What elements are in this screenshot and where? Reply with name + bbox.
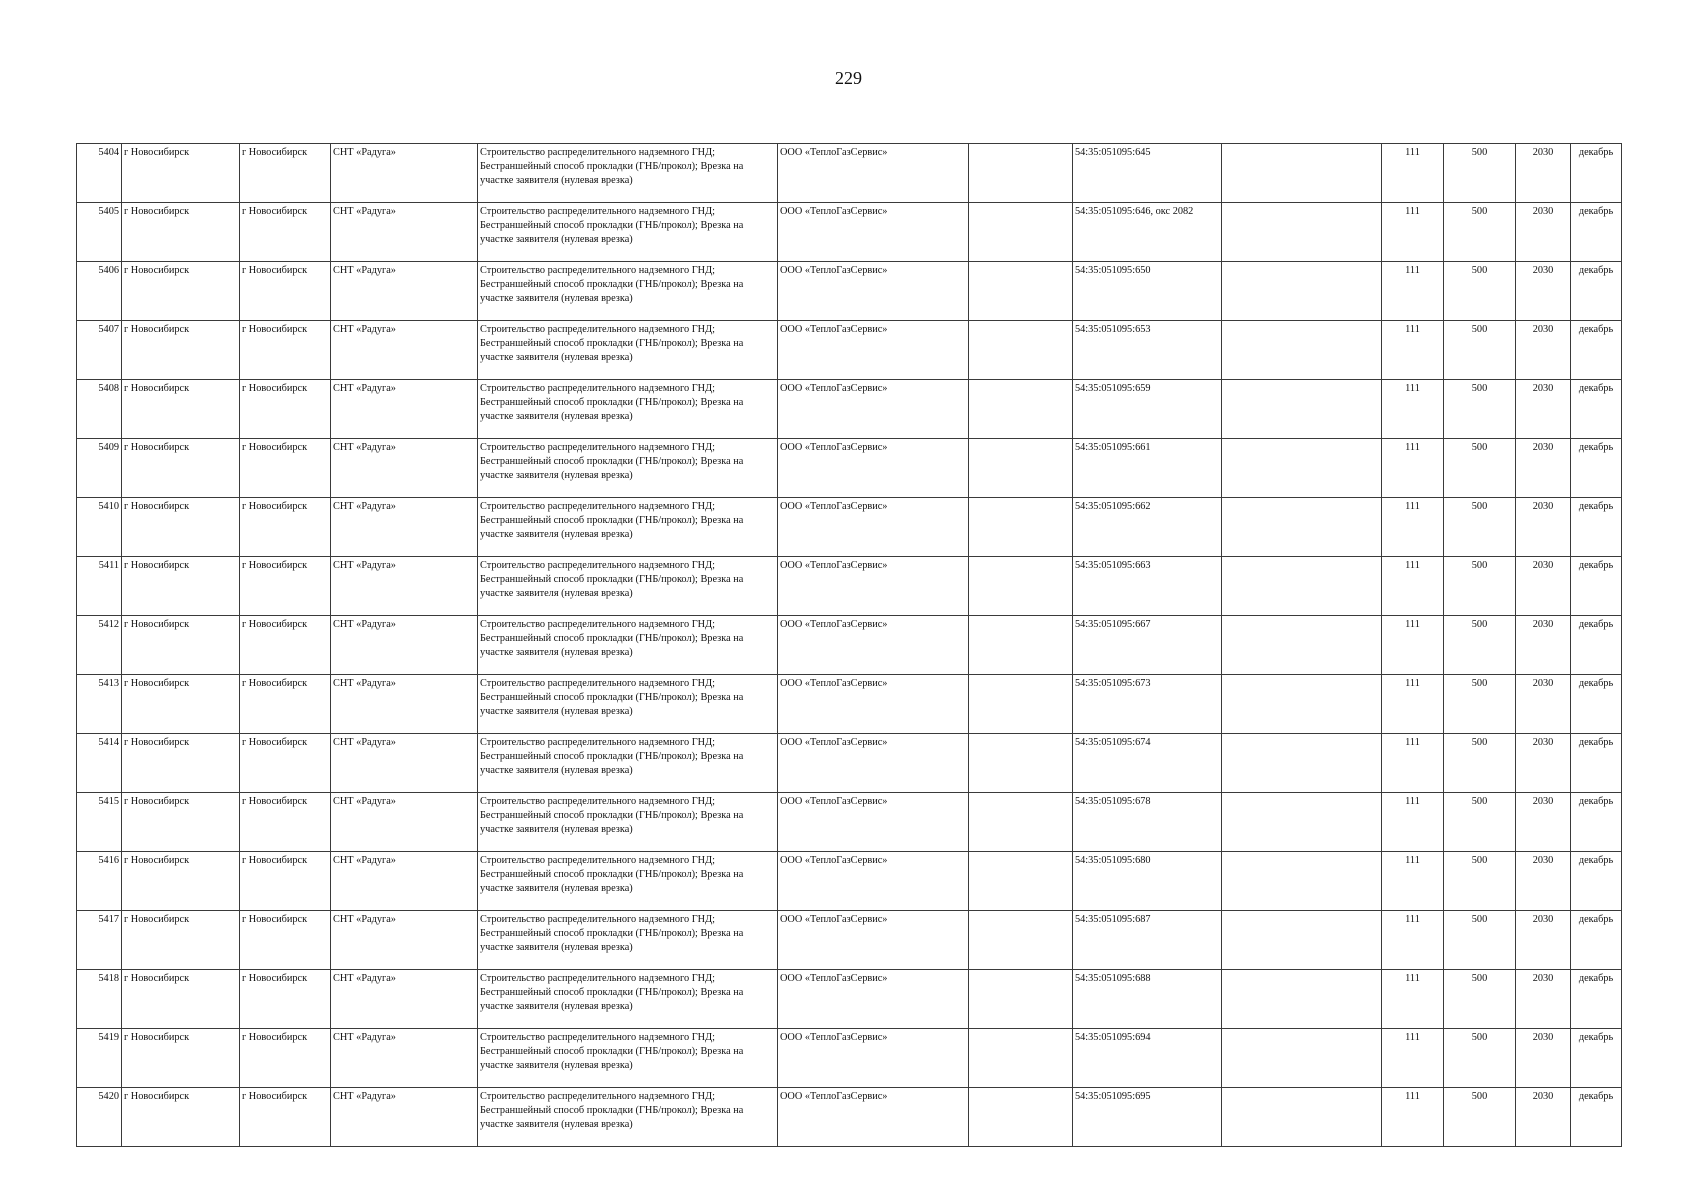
district-cell: г Новосибирск xyxy=(122,439,240,498)
organization-cell: ООО «ТеплоГазСервис» xyxy=(778,734,969,793)
empty-cell xyxy=(969,557,1073,616)
empty-cell xyxy=(969,321,1073,380)
city-cell: г Новосибирск xyxy=(240,144,331,203)
row-number-cell: 5413 xyxy=(77,675,122,734)
snt-cell: СНТ «Радуга» xyxy=(331,616,478,675)
works-description-cell: Строительство распределительного надземного ГНД; Бестраншейный способ прокладки (ГНБ/прокол); Врезка на участке заявителя (нулевая врезка) xyxy=(478,734,778,793)
empty-cell xyxy=(1222,734,1382,793)
organization-cell: ООО «ТеплоГазСервис» xyxy=(778,557,969,616)
organization-cell: ООО «ТеплоГазСервис» xyxy=(778,262,969,321)
table-row xyxy=(77,1029,1622,1088)
snt-cell: СНТ «Радуга» xyxy=(331,498,478,557)
year-cell: 2030 xyxy=(1516,144,1571,203)
organization-cell: ООО «ТеплоГазСервис» xyxy=(778,1088,969,1147)
organization-cell: ООО «ТеплоГазСервис» xyxy=(778,1029,969,1088)
city-cell: г Новосибирск xyxy=(240,1088,331,1147)
works-description-cell: Строительство распределительного надземного ГНД; Бестраншейный способ прокладки (ГНБ/прокол); Врезка на участке заявителя (нулевая врезка) xyxy=(478,675,778,734)
works-description-cell: Строительство распределительного надземного ГНД; Бестраншейный способ прокладки (ГНБ/прокол); Врезка на участке заявителя (нулевая врезка) xyxy=(478,911,778,970)
snt-cell: СНТ «Радуга» xyxy=(331,262,478,321)
month-cell: декабрь xyxy=(1571,734,1622,793)
empty-cell xyxy=(969,970,1073,1029)
month-cell: декабрь xyxy=(1571,439,1622,498)
organization-cell: ООО «ТеплоГазСервис» xyxy=(778,852,969,911)
row-number-cell: 5414 xyxy=(77,734,122,793)
table-row xyxy=(77,144,1622,203)
district-cell: г Новосибирск xyxy=(122,498,240,557)
organization-cell: ООО «ТеплоГазСервис» xyxy=(778,144,969,203)
page-number: 229 xyxy=(835,68,862,88)
table-row xyxy=(77,203,1622,262)
city-cell: г Новосибирск xyxy=(240,498,331,557)
parameter-cell: 500 xyxy=(1444,498,1516,557)
district-cell: г Новосибирск xyxy=(122,616,240,675)
city-cell: г Новосибирск xyxy=(240,380,331,439)
cadastral-number-cell: 54:35:051095:646, окс 2082 xyxy=(1073,203,1222,262)
month-cell: декабрь xyxy=(1571,616,1622,675)
city-cell: г Новосибирск xyxy=(240,616,331,675)
cadastral-number-cell: 54:35:051095:674 xyxy=(1073,734,1222,793)
table-row xyxy=(77,1088,1622,1147)
row-number-cell: 5415 xyxy=(77,793,122,852)
snt-cell: СНТ «Радуга» xyxy=(331,793,478,852)
year-cell: 2030 xyxy=(1516,1088,1571,1147)
empty-cell xyxy=(1222,498,1382,557)
snt-cell: СНТ «Радуга» xyxy=(331,144,478,203)
city-cell: г Новосибирск xyxy=(240,911,331,970)
snt-cell: СНТ «Радуга» xyxy=(331,380,478,439)
row-number-cell: 5405 xyxy=(77,203,122,262)
empty-cell xyxy=(1222,616,1382,675)
organization-cell: ООО «ТеплоГазСервис» xyxy=(778,616,969,675)
snt-cell: СНТ «Радуга» xyxy=(331,734,478,793)
row-number-cell: 5419 xyxy=(77,1029,122,1088)
year-cell: 2030 xyxy=(1516,439,1571,498)
year-cell: 2030 xyxy=(1516,203,1571,262)
city-cell: г Новосибирск xyxy=(240,675,331,734)
table-row xyxy=(77,675,1622,734)
empty-cell xyxy=(1222,439,1382,498)
parameter-cell: 500 xyxy=(1444,321,1516,380)
works-description-cell: Строительство распределительного надземного ГНД; Бестраншейный способ прокладки (ГНБ/прокол); Врезка на участке заявителя (нулевая врезка) xyxy=(478,852,778,911)
parameter-cell: 500 xyxy=(1444,911,1516,970)
works-description-cell: Строительство распределительного надземного ГНД; Бестраншейный способ прокладки (ГНБ/прокол); Врезка на участке заявителя (нулевая врезка) xyxy=(478,970,778,1029)
cadastral-number-cell: 54:35:051095:678 xyxy=(1073,793,1222,852)
table-row xyxy=(77,616,1622,675)
month-cell: декабрь xyxy=(1571,911,1622,970)
empty-cell xyxy=(969,734,1073,793)
parameter-cell: 500 xyxy=(1444,1088,1516,1147)
works-description-cell: Строительство распределительного надземного ГНД; Бестраншейный способ прокладки (ГНБ/прокол); Врезка на участке заявителя (нулевая врезка) xyxy=(478,1088,778,1147)
row-number-cell: 5411 xyxy=(77,557,122,616)
district-cell: г Новосибирск xyxy=(122,380,240,439)
cadastral-number-cell: 54:35:051095:645 xyxy=(1073,144,1222,203)
empty-cell xyxy=(1222,793,1382,852)
empty-cell xyxy=(1222,1088,1382,1147)
cadastral-number-cell: 54:35:051095:667 xyxy=(1073,616,1222,675)
cadastral-number-cell: 54:35:051095:663 xyxy=(1073,557,1222,616)
row-number-cell: 5412 xyxy=(77,616,122,675)
month-cell: декабрь xyxy=(1571,380,1622,439)
year-cell: 2030 xyxy=(1516,734,1571,793)
organization-cell: ООО «ТеплоГазСервис» xyxy=(778,970,969,1029)
year-cell: 2030 xyxy=(1516,380,1571,439)
row-number-cell: 5417 xyxy=(77,911,122,970)
city-cell: г Новосибирск xyxy=(240,203,331,262)
parameter-cell: 500 xyxy=(1444,852,1516,911)
row-number-cell: 5404 xyxy=(77,144,122,203)
table-row xyxy=(77,911,1622,970)
table-row xyxy=(77,439,1622,498)
district-cell: г Новосибирск xyxy=(122,557,240,616)
year-cell: 2030 xyxy=(1516,970,1571,1029)
parameter-cell: 111 xyxy=(1382,498,1444,557)
row-number-cell: 5409 xyxy=(77,439,122,498)
parameter-cell: 111 xyxy=(1382,911,1444,970)
empty-cell xyxy=(969,793,1073,852)
works-description-cell: Строительство распределительного надземного ГНД; Бестраншейный способ прокладки (ГНБ/прокол); Врезка на участке заявителя (нулевая врезка) xyxy=(478,144,778,203)
cadastral-number-cell: 54:35:051095:659 xyxy=(1073,380,1222,439)
city-cell: г Новосибирск xyxy=(240,262,331,321)
row-number-cell: 5416 xyxy=(77,852,122,911)
month-cell: декабрь xyxy=(1571,144,1622,203)
year-cell: 2030 xyxy=(1516,498,1571,557)
cadastral-number-cell: 54:35:051095:673 xyxy=(1073,675,1222,734)
parameter-cell: 111 xyxy=(1382,557,1444,616)
year-cell: 2030 xyxy=(1516,616,1571,675)
cadastral-number-cell: 54:35:051095:653 xyxy=(1073,321,1222,380)
organization-cell: ООО «ТеплоГазСервис» xyxy=(778,498,969,557)
month-cell: декабрь xyxy=(1571,203,1622,262)
city-cell: г Новосибирск xyxy=(240,557,331,616)
district-cell: г Новосибирск xyxy=(122,852,240,911)
parameter-cell: 500 xyxy=(1444,439,1516,498)
organization-cell: ООО «ТеплоГазСервис» xyxy=(778,203,969,262)
empty-cell xyxy=(969,616,1073,675)
district-cell: г Новосибирск xyxy=(122,793,240,852)
empty-cell xyxy=(1222,852,1382,911)
cadastral-number-cell: 54:35:051095:680 xyxy=(1073,852,1222,911)
works-description-cell: Строительство распределительного надземного ГНД; Бестраншейный способ прокладки (ГНБ/прокол); Врезка на участке заявителя (нулевая врезка) xyxy=(478,380,778,439)
district-cell: г Новосибирск xyxy=(122,734,240,793)
empty-cell xyxy=(1222,557,1382,616)
parameter-cell: 500 xyxy=(1444,616,1516,675)
city-cell: г Новосибирск xyxy=(240,439,331,498)
empty-cell xyxy=(969,1088,1073,1147)
month-cell: декабрь xyxy=(1571,1088,1622,1147)
empty-cell xyxy=(1222,203,1382,262)
table-row xyxy=(77,557,1622,616)
works-description-cell: Строительство распределительного надземного ГНД; Бестраншейный способ прокладки (ГНБ/прокол); Врезка на участке заявителя (нулевая врезка) xyxy=(478,321,778,380)
empty-cell xyxy=(969,498,1073,557)
snt-cell: СНТ «Радуга» xyxy=(331,911,478,970)
snt-cell: СНТ «Радуга» xyxy=(331,321,478,380)
parameter-cell: 500 xyxy=(1444,262,1516,321)
works-description-cell: Строительство распределительного надземного ГНД; Бестраншейный способ прокладки (ГНБ/прокол); Врезка на участке заявителя (нулевая врезка) xyxy=(478,557,778,616)
works-description-cell: Строительство распределительного надземного ГНД; Бестраншейный способ прокладки (ГНБ/прокол); Врезка на участке заявителя (нулевая врезка) xyxy=(478,498,778,557)
snt-cell: СНТ «Радуга» xyxy=(331,852,478,911)
parameter-cell: 111 xyxy=(1382,144,1444,203)
row-number-cell: 5408 xyxy=(77,380,122,439)
row-number-cell: 5410 xyxy=(77,498,122,557)
month-cell: декабрь xyxy=(1571,1029,1622,1088)
empty-cell xyxy=(1222,970,1382,1029)
empty-cell xyxy=(969,144,1073,203)
cadastral-number-cell: 54:35:051095:662 xyxy=(1073,498,1222,557)
row-number-cell: 5406 xyxy=(77,262,122,321)
works-description-cell: Строительство распределительного надземного ГНД; Бестраншейный способ прокладки (ГНБ/прокол); Врезка на участке заявителя (нулевая врезка) xyxy=(478,203,778,262)
works-description-cell: Строительство распределительного надземного ГНД; Бестраншейный способ прокладки (ГНБ/прокол); Врезка на участке заявителя (нулевая врезка) xyxy=(478,262,778,321)
table-row xyxy=(77,793,1622,852)
year-cell: 2030 xyxy=(1516,321,1571,380)
table-row xyxy=(77,498,1622,557)
parameter-cell: 500 xyxy=(1444,793,1516,852)
works-description-cell: Строительство распределительного надземного ГНД; Бестраншейный способ прокладки (ГНБ/прокол); Врезка на участке заявителя (нулевая врезка) xyxy=(478,439,778,498)
year-cell: 2030 xyxy=(1516,262,1571,321)
year-cell: 2030 xyxy=(1516,911,1571,970)
district-cell: г Новосибирск xyxy=(122,911,240,970)
empty-cell xyxy=(969,262,1073,321)
year-cell: 2030 xyxy=(1516,793,1571,852)
empty-cell xyxy=(969,203,1073,262)
district-cell: г Новосибирск xyxy=(122,675,240,734)
parameter-cell: 111 xyxy=(1382,203,1444,262)
parameter-cell: 500 xyxy=(1444,675,1516,734)
month-cell: декабрь xyxy=(1571,970,1622,1029)
snt-cell: СНТ «Радуга» xyxy=(331,439,478,498)
object-list-table xyxy=(76,143,1622,1147)
month-cell: декабрь xyxy=(1571,675,1622,734)
cadastral-number-cell: 54:35:051095:688 xyxy=(1073,970,1222,1029)
year-cell: 2030 xyxy=(1516,1029,1571,1088)
parameter-cell: 500 xyxy=(1444,380,1516,439)
empty-cell xyxy=(1222,380,1382,439)
snt-cell: СНТ «Радуга» xyxy=(331,970,478,1029)
table-body xyxy=(77,144,1622,1147)
year-cell: 2030 xyxy=(1516,675,1571,734)
district-cell: г Новосибирск xyxy=(122,203,240,262)
cadastral-number-cell: 54:35:051095:695 xyxy=(1073,1088,1222,1147)
empty-cell xyxy=(1222,321,1382,380)
organization-cell: ООО «ТеплоГазСервис» xyxy=(778,911,969,970)
city-cell: г Новосибирск xyxy=(240,734,331,793)
table-row xyxy=(77,380,1622,439)
parameter-cell: 111 xyxy=(1382,439,1444,498)
empty-cell xyxy=(969,380,1073,439)
cadastral-number-cell: 54:35:051095:650 xyxy=(1073,262,1222,321)
year-cell: 2030 xyxy=(1516,852,1571,911)
table-row xyxy=(77,321,1622,380)
works-description-cell: Строительство распределительного надземного ГНД; Бестраншейный способ прокладки (ГНБ/прокол); Врезка на участке заявителя (нулевая врезка) xyxy=(478,1029,778,1088)
empty-cell xyxy=(1222,144,1382,203)
organization-cell: ООО «ТеплоГазСервис» xyxy=(778,321,969,380)
snt-cell: СНТ «Радуга» xyxy=(331,675,478,734)
parameter-cell: 111 xyxy=(1382,262,1444,321)
parameter-cell: 500 xyxy=(1444,970,1516,1029)
district-cell: г Новосибирск xyxy=(122,1029,240,1088)
parameter-cell: 111 xyxy=(1382,793,1444,852)
snt-cell: СНТ «Радуга» xyxy=(331,1029,478,1088)
empty-cell xyxy=(1222,675,1382,734)
month-cell: декабрь xyxy=(1571,557,1622,616)
month-cell: декабрь xyxy=(1571,262,1622,321)
organization-cell: ООО «ТеплоГазСервис» xyxy=(778,439,969,498)
parameter-cell: 111 xyxy=(1382,852,1444,911)
month-cell: декабрь xyxy=(1571,321,1622,380)
cadastral-number-cell: 54:35:051095:661 xyxy=(1073,439,1222,498)
works-description-cell: Строительство распределительного надземного ГНД; Бестраншейный способ прокладки (ГНБ/прокол); Врезка на участке заявителя (нулевая врезка) xyxy=(478,793,778,852)
parameter-cell: 111 xyxy=(1382,675,1444,734)
parameter-cell: 111 xyxy=(1382,734,1444,793)
parameter-cell: 111 xyxy=(1382,970,1444,1029)
parameter-cell: 111 xyxy=(1382,321,1444,380)
empty-cell xyxy=(969,439,1073,498)
district-cell: г Новосибирск xyxy=(122,970,240,1029)
parameter-cell: 111 xyxy=(1382,1088,1444,1147)
organization-cell: ООО «ТеплоГазСервис» xyxy=(778,793,969,852)
district-cell: г Новосибирск xyxy=(122,262,240,321)
year-cell: 2030 xyxy=(1516,557,1571,616)
snt-cell: СНТ «Радуга» xyxy=(331,203,478,262)
row-number-cell: 5407 xyxy=(77,321,122,380)
table-row xyxy=(77,262,1622,321)
district-cell: г Новосибирск xyxy=(122,1088,240,1147)
cadastral-number-cell: 54:35:051095:687 xyxy=(1073,911,1222,970)
empty-cell xyxy=(969,1029,1073,1088)
city-cell: г Новосибирск xyxy=(240,970,331,1029)
cadastral-number-cell: 54:35:051095:694 xyxy=(1073,1029,1222,1088)
empty-cell xyxy=(1222,1029,1382,1088)
district-cell: г Новосибирск xyxy=(122,321,240,380)
parameter-cell: 500 xyxy=(1444,203,1516,262)
city-cell: г Новосибирск xyxy=(240,1029,331,1088)
empty-cell xyxy=(1222,262,1382,321)
table-row xyxy=(77,734,1622,793)
parameter-cell: 500 xyxy=(1444,144,1516,203)
organization-cell: ООО «ТеплоГазСервис» xyxy=(778,380,969,439)
district-cell: г Новосибирск xyxy=(122,144,240,203)
snt-cell: СНТ «Радуга» xyxy=(331,1088,478,1147)
month-cell: декабрь xyxy=(1571,498,1622,557)
works-description-cell: Строительство распределительного надземного ГНД; Бестраншейный способ прокладки (ГНБ/прокол); Врезка на участке заявителя (нулевая врезка) xyxy=(478,616,778,675)
empty-cell xyxy=(969,852,1073,911)
snt-cell: СНТ «Радуга» xyxy=(331,557,478,616)
organization-cell: ООО «ТеплоГазСервис» xyxy=(778,675,969,734)
parameter-cell: 500 xyxy=(1444,734,1516,793)
parameter-cell: 500 xyxy=(1444,1029,1516,1088)
table-row xyxy=(77,852,1622,911)
city-cell: г Новосибирск xyxy=(240,321,331,380)
empty-cell xyxy=(1222,911,1382,970)
empty-cell xyxy=(969,911,1073,970)
city-cell: г Новосибирск xyxy=(240,852,331,911)
parameter-cell: 111 xyxy=(1382,380,1444,439)
empty-cell xyxy=(969,675,1073,734)
month-cell: декабрь xyxy=(1571,793,1622,852)
city-cell: г Новосибирск xyxy=(240,793,331,852)
row-number-cell: 5420 xyxy=(77,1088,122,1147)
parameter-cell: 111 xyxy=(1382,616,1444,675)
month-cell: декабрь xyxy=(1571,852,1622,911)
table-row xyxy=(77,970,1622,1029)
parameter-cell: 500 xyxy=(1444,557,1516,616)
row-number-cell: 5418 xyxy=(77,970,122,1029)
parameter-cell: 111 xyxy=(1382,1029,1444,1088)
